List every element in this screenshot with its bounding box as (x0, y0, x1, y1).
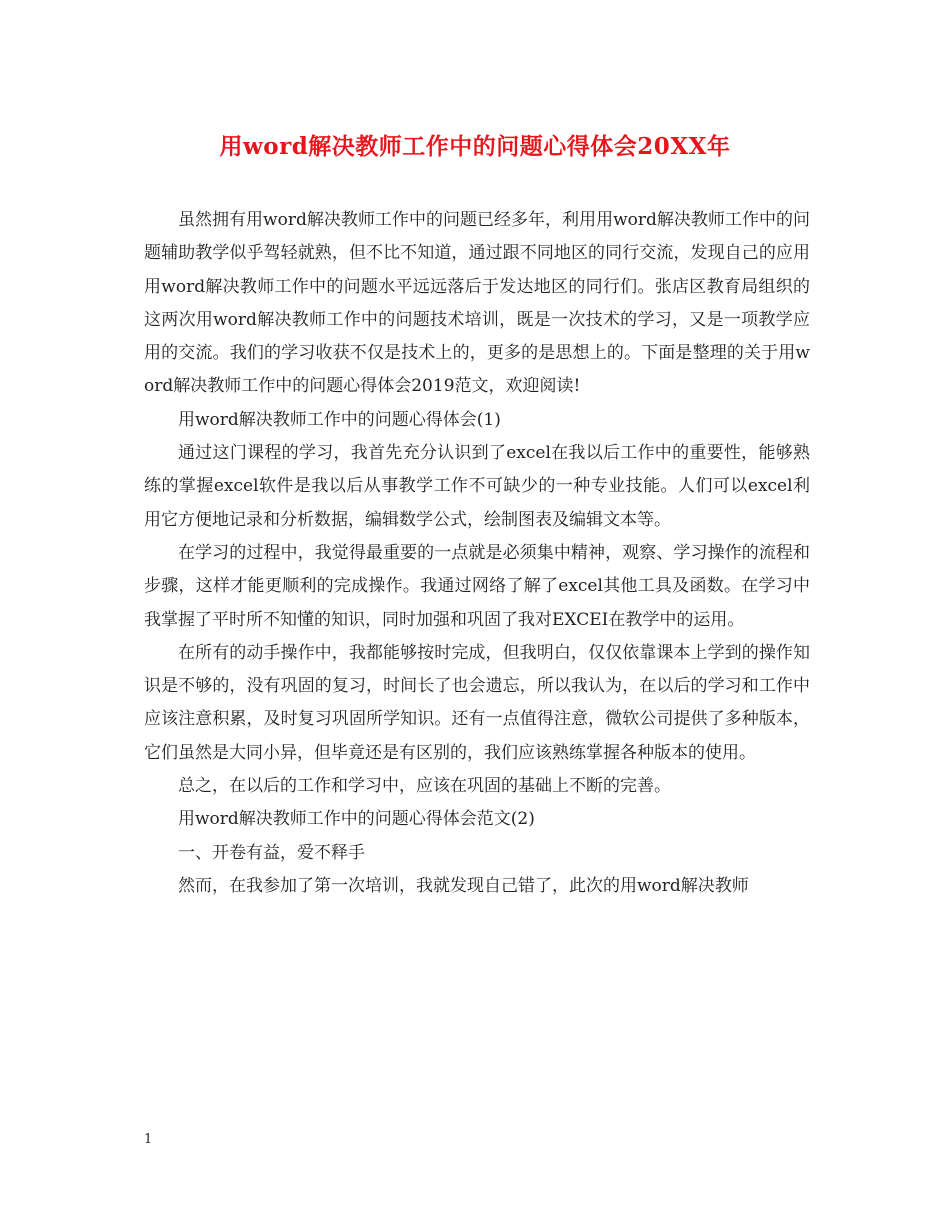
document-body (144, 204, 810, 903)
document-title: 用word解决教师工作中的问题心得体会20XX年 (219, 133, 731, 160)
paragraph-intro: 虽然拥有用word解决教师工作中的问题已经多年，利用用word解决教师工作中的问题辅助教学似乎驾轻就熟，但不比不知道，通过跟不同地区的同行交流，发现自己的应用用word解决教师工作中的问题水平远远落后于发达地区的同行们。张店区教育局组织的这两次用word解决教师工作中的问题技术培训，既是一次技术的学习，又是一项教学应用的交流。我们的学习收获不仅是技术上的，更多的是思想上的。下面是整理的关于用word解决教师工作中的问题心得体会2019范文，欢迎阅读! (144, 210, 810, 397)
paragraph: 在学习的过程中，我觉得最重要的一点就是必须集中精神，观察、学习操作的流程和步骤，这样才能更顺利的完成操作。我通过网络了解了excel其他工具及函数。在学习中我掌握了平时所不知懂的知识，同时加强和巩固了我对EXCEI在教学中的运用。 (144, 542, 810, 630)
paragraph: 通过这门课程的学习，我首先充分认识到了excel在我以后工作中的重要性，能够熟练的掌握excel软件是我以后从事教学工作不可缺少的一种专业技能。人们可以excel利用它方便地记录和分析数据，编辑数学公式，绘制图表及编辑文本等。 (144, 443, 810, 530)
section-heading-1: 用word解决教师工作中的问题心得体会(1) (178, 409, 501, 430)
section-heading-2: 用word解决教师工作中的问题心得体会范文(2) (178, 809, 535, 830)
paragraph: 在所有的动手操作中，我都能够按时完成，但我明白，仅仅依靠课本上学到的操作知识是不够的，没有巩固的复习，时间长了也会遗忘，所以我认为，在以后的学习和工作中应该注意积累，及时复习巩固所学知识。还有一点值得注意，微软公司提供了多种版本，它们虽然是大同小异，但毕竟还是有区别的，我们应该熟练掌握各种版本的使用。 (144, 642, 810, 763)
paragraph: 总之，在以后的工作和学习中，应该在巩固的基础上不断的完善。 (178, 776, 671, 797)
page-number: 1 (144, 1132, 153, 1147)
paragraph: 然而，在我参加了第一次培训，我就发现自己错了，此次的用word解决教师 (178, 875, 749, 896)
subheading: 一、开卷有益，爱不释手 (178, 842, 365, 863)
